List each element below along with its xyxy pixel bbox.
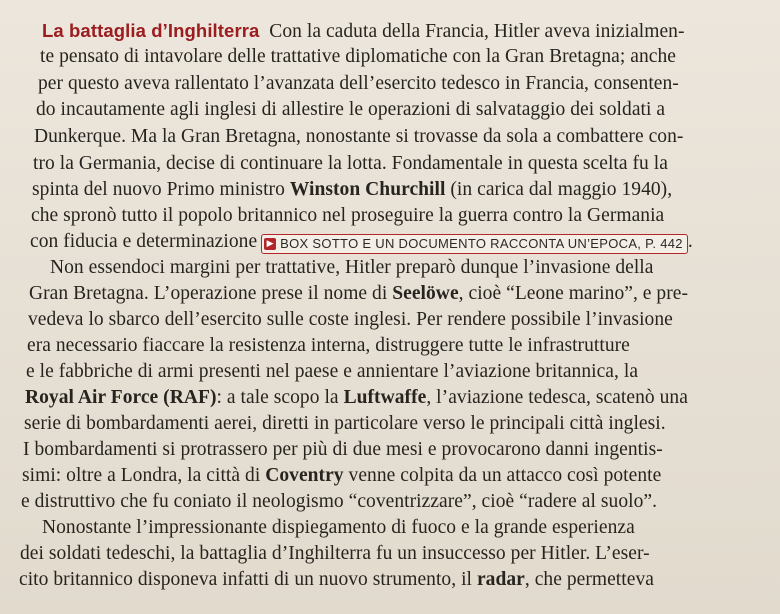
text-line: era necessario fiaccare la resistenza interna, distruggere tutte le infrastrutture — [27, 335, 630, 356]
section-heading: La battaglia d’Inghilterra — [42, 20, 260, 41]
text-line: I bombardamenti si protrassero per più di due mesi e provocarono danni ingentis- — [23, 439, 663, 460]
text-span: venne colpita da un attacco così potente — [343, 465, 662, 486]
keyword-radar: radar — [476, 569, 525, 590]
text-span: simi: oltre a Londra, la città di — [22, 465, 266, 486]
cross-reference-link[interactable] — [261, 234, 688, 254]
cross-reference-label: BOX SOTTO E UN DOCUMENTO RACCONTA UN’EPOCA, P. 442 — [280, 236, 683, 251]
text-span: , l’aviazione tedesca, scatenò una — [426, 387, 688, 408]
text-line: che spronò tutto il popolo britannico nel proseguire la guerra contro la Germania — [31, 205, 665, 226]
text-line: dei soldati tedeschi, la battaglia d’Inghilterra fu un insuccesso per Hitler. L’eser- — [20, 543, 650, 564]
text-line — [25, 385, 688, 411]
text-line: per questo aveva rallentato l’avanzata dell’esercito tedesco in Francia, consenten- — [38, 73, 679, 94]
text-line: Non essendoci margini per trattative, Hitler preparò dunque l’invasione della — [50, 257, 654, 278]
text-span: Con la caduta della Francia, Hitler aveva inizialmen- — [259, 21, 685, 42]
text-span: : a tale scopo la — [216, 387, 344, 408]
keyword-churchill: Winston Churchill — [289, 179, 446, 200]
text-span: spinta del nuovo Primo ministro — [32, 179, 290, 200]
text-span: con fiducia e determinazione — [30, 231, 258, 252]
text-span: Gran Bretagna. L’operazione prese il nome di — [29, 283, 393, 304]
arrow-right-icon: ▶ — [264, 238, 276, 250]
text-line — [30, 229, 693, 255]
keyword-seelowe: Seelöwe — [392, 283, 459, 304]
text-span: . — [687, 231, 693, 252]
text-span: , cioè “Leone marino”, e pre- — [458, 283, 689, 304]
text-line — [29, 281, 688, 307]
keyword-raf: Royal Air Force (RAF) — [25, 387, 217, 408]
text-line: serie di bombardamenti aerei, diretti in particolare verso le principali città inglesi. — [24, 413, 666, 434]
text-line: te pensato di intavolare delle trattative diplomatiche con la Gran Bretagna; anche — [40, 46, 676, 67]
text-line — [42, 18, 685, 45]
text-line — [22, 463, 661, 489]
text-span: , che permetteva — [524, 569, 654, 590]
text-line — [32, 177, 672, 203]
text-line: e distruttivo che fu coniato il neologismo “coventrizzare”, cioè “radere al suolo”. — [21, 491, 658, 512]
text-line — [19, 567, 654, 593]
text-span: (in carica dal maggio 1940), — [445, 179, 673, 200]
keyword-coventry: Coventry — [265, 465, 344, 486]
text-line: tro la Germania, decise di continuare la lotta. Fondamentale in questa scelta fu la — [33, 153, 668, 174]
text-line: Dunkerque. Ma la Gran Bretagna, nonostante si trovasse da sola a combattere con- — [34, 126, 684, 147]
text-line: vedeva lo sbarco dell’esercito sulle coste inglesi. Per rendere possibile l’invasione — [28, 309, 673, 330]
text-line: do incautamente agli inglesi di allestire le operazioni di salvataggio dei soldati a — [36, 99, 666, 120]
text-line: e le fabbriche di armi presenti nel paese e annientare l’aviazione britannica, la — [26, 361, 639, 382]
text-span: cito britannico disponeva infatti di un nuovo strumento, il — [19, 569, 477, 590]
text-line: Nonostante l’impressionante dispiegamento di fuoco e la grande esperienza — [42, 517, 635, 538]
keyword-luftwaffe: Luftwaffe — [343, 387, 427, 408]
